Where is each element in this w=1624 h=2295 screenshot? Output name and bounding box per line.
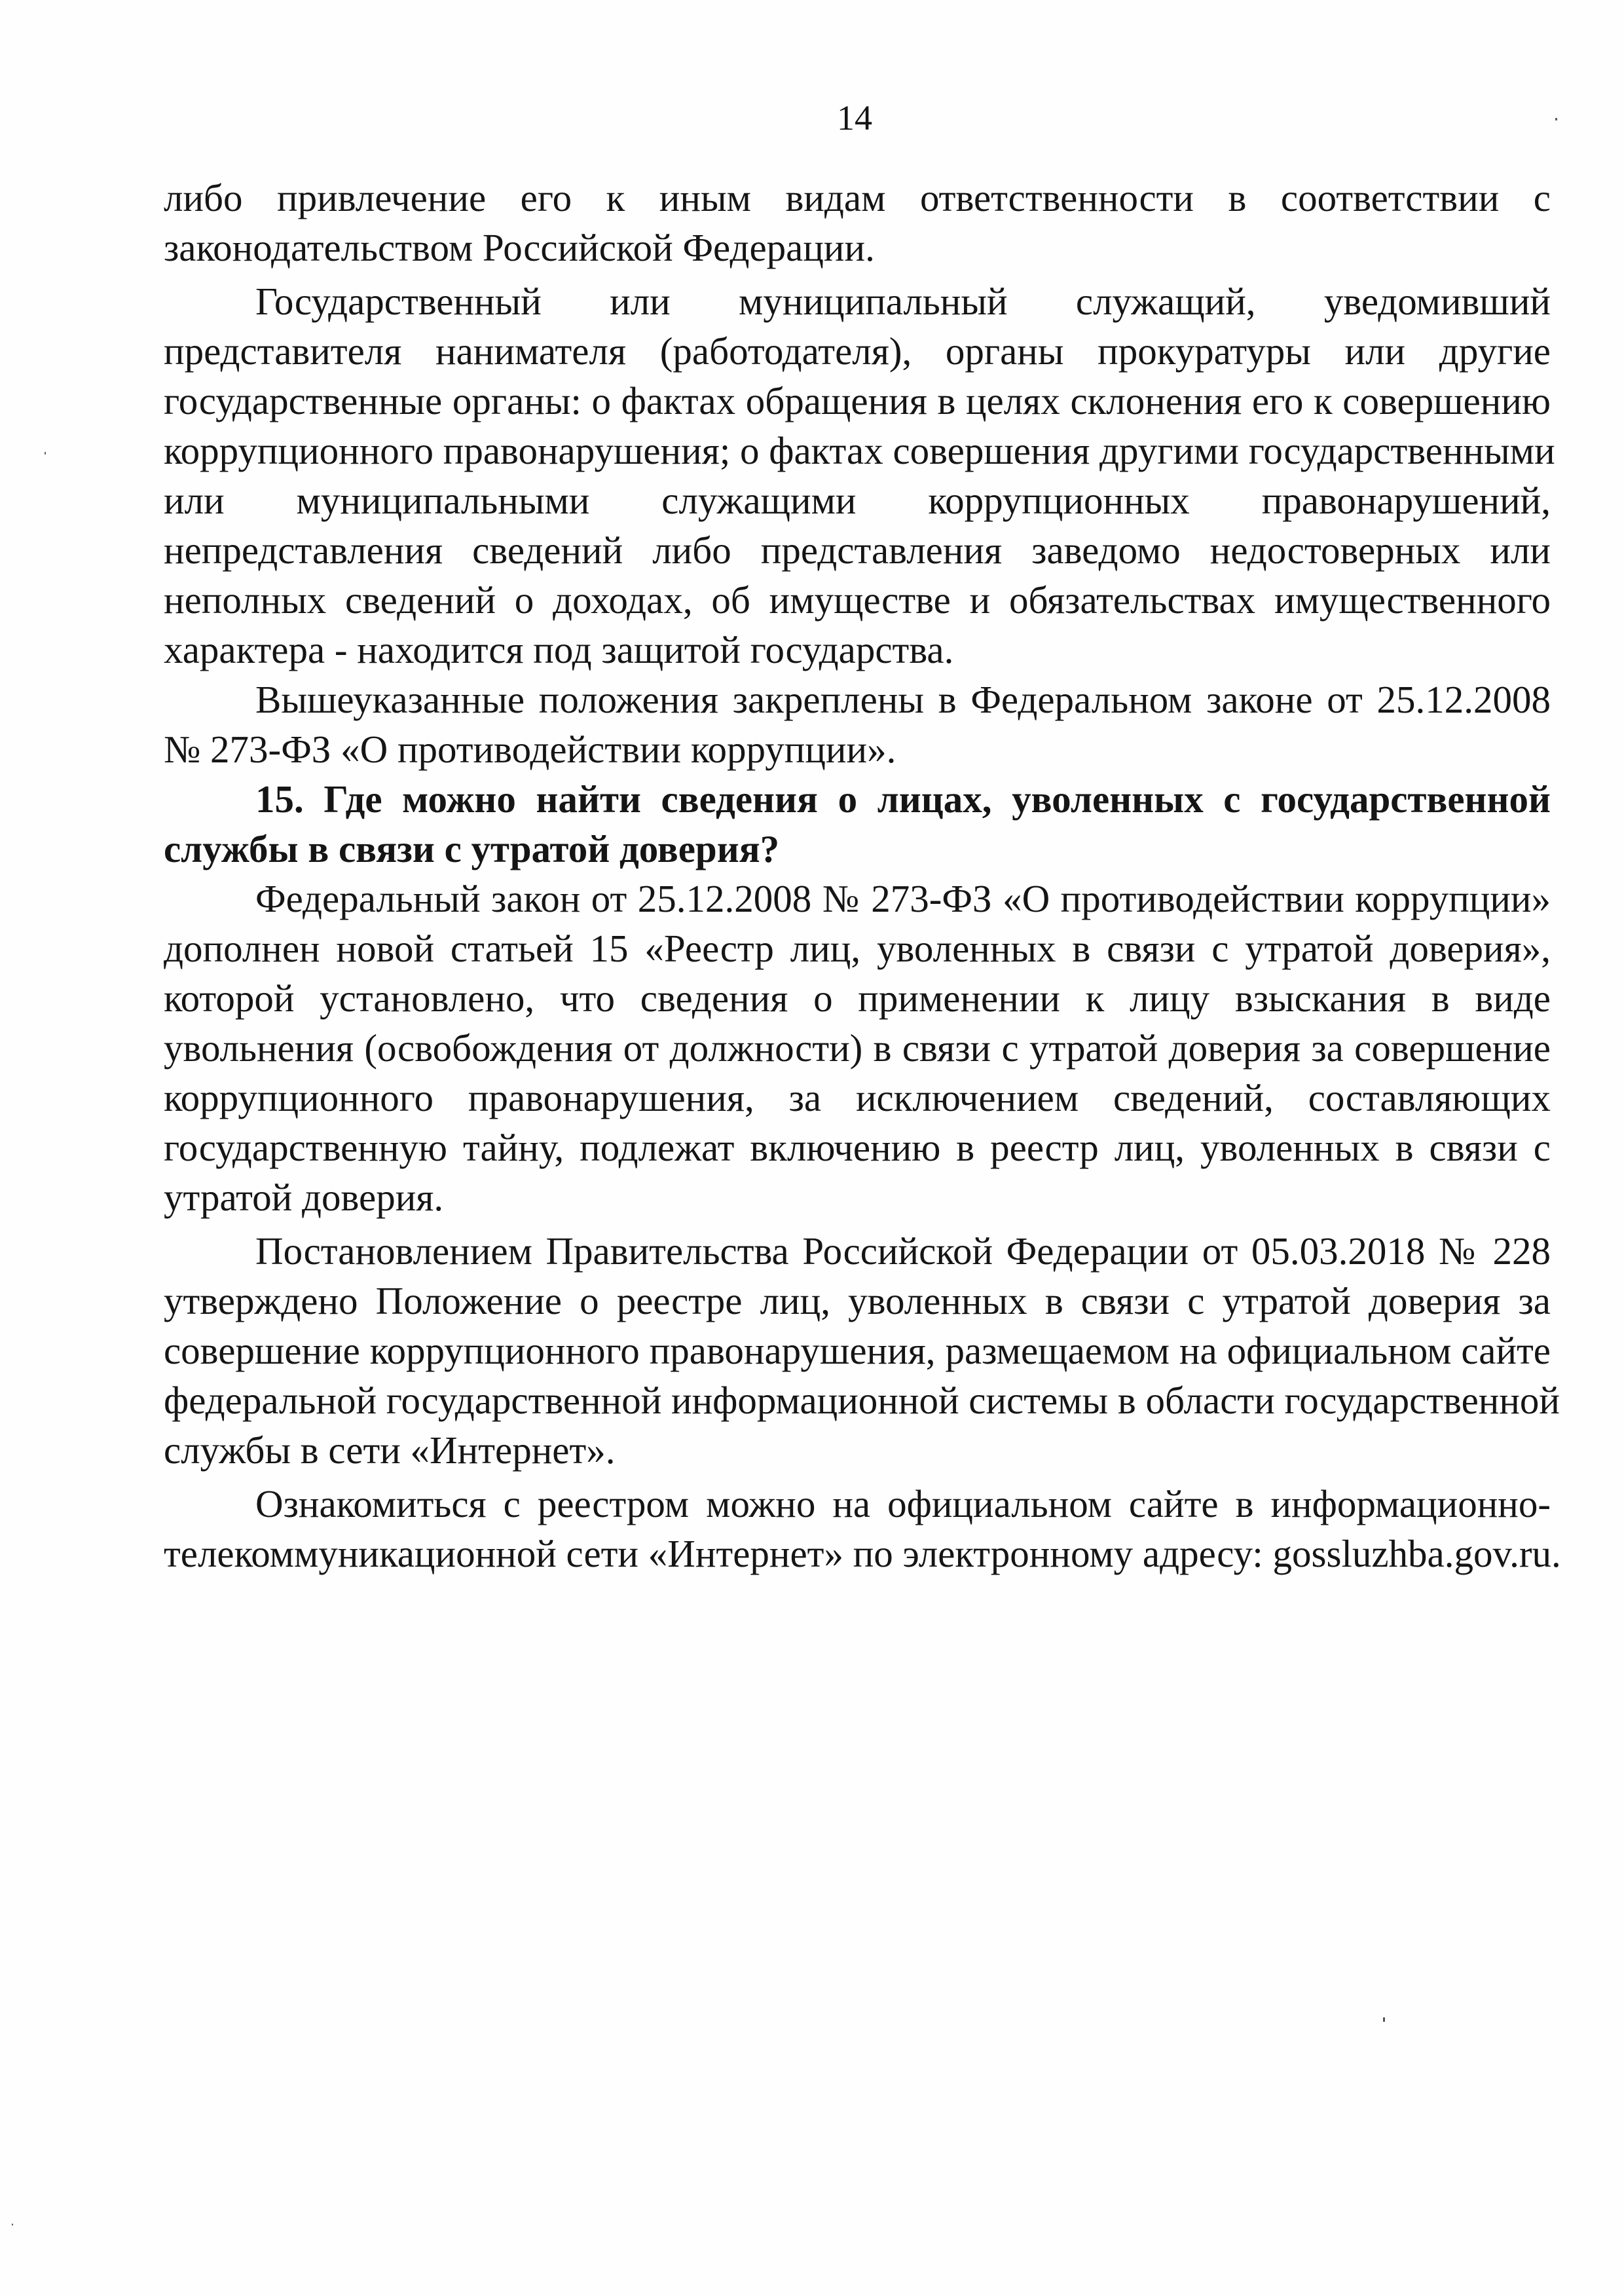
paragraph-state-protection: [164, 276, 1555, 675]
text-line: Вышеуказанные положения закреплены в Федеральном законе от 25.12.2008: [255, 678, 1551, 721]
section-heading-15: [164, 774, 1551, 874]
text-line: Государственный или муниципальный служащий, уведомивший: [255, 280, 1551, 323]
paragraph-law-reference: [164, 675, 1551, 774]
text-line: или муниципальными служащими коррупционных правонарушений,: [164, 479, 1551, 522]
text-line: государственную тайну, подлежат включению в реестр лиц, уволенных в связи с: [164, 1126, 1551, 1169]
text-line: Ознакомиться с реестром можно на официальном сайте в информационно-: [255, 1482, 1551, 1525]
text-line: либо привлечение его к иным видам ответственности в соответствии с: [164, 176, 1551, 219]
text-line: телекоммуникационной сети «Интернет» по электронному адресу: gossluzhba.gov.ru.: [164, 1532, 1561, 1575]
text-line: совершение коррупционного правонарушения, размещаемом на официальном сайте: [164, 1329, 1551, 1372]
text-line: дополнен новой статьей 15 «Реестр лиц, уволенных в связи с утратой доверия»,: [164, 927, 1551, 970]
text-line: представителя нанимателя (работодателя), органы прокуратуры или другие: [164, 329, 1551, 373]
text-line: неполных сведений о доходах, об имуществе и обязательствах имущественного: [164, 578, 1551, 622]
text-line: коррупционного правонарушения; о фактах совершения другими государственными: [164, 429, 1555, 472]
text-line: Федеральный закон от 25.12.2008 № 273-ФЗ «О противодействии коррупции»: [255, 877, 1551, 920]
text-line: федеральной государственной информационной системы в области государственной: [164, 1379, 1560, 1422]
text-line: службы в сети «Интернет».: [164, 1428, 616, 1472]
text-line: утверждено Положение о реестре лиц, уволенных в связи с утратой доверия за: [164, 1279, 1551, 1322]
text-line: законодательством Российской Федерации.: [164, 226, 875, 269]
text-line: государственные органы: о фактах обращения в целях склонения его к совершению: [164, 379, 1551, 422]
text-line: непредставления сведений либо представления заведомо недостоверных или: [164, 529, 1551, 572]
heading-line: 15. Где можно найти сведения о лицах, уволенных с государственной: [255, 777, 1551, 821]
text-line: характера - находится под защитой государства.: [164, 628, 954, 671]
scan-speck: [1383, 2017, 1385, 2022]
text-line: коррупционного правонарушения, за исключением сведений, составляющих: [164, 1076, 1551, 1119]
page-number: 14: [837, 98, 872, 138]
text-line: № 273-ФЗ «О противодействии коррупции».: [164, 728, 896, 771]
text-line: увольнения (освобождения от должности) в связи с утратой доверия за совершение: [164, 1026, 1551, 1070]
scan-speck: [45, 452, 46, 455]
scan-speck: [1555, 118, 1557, 121]
paragraph-registry-website: [164, 1479, 1561, 1578]
text-line: Постановлением Правительства Российской Федерации от 05.03.2018 № 228: [255, 1229, 1551, 1273]
paragraph-liability: [164, 173, 1551, 272]
text-line: утратой доверия.: [164, 1176, 444, 1219]
document-body: [164, 173, 1561, 1578]
heading-line: службы в связи с утратой доверия?: [164, 827, 780, 870]
paragraph-government-decree: [164, 1226, 1560, 1475]
paragraph-article-15: [164, 874, 1551, 1222]
scan-speck: [12, 2224, 13, 2226]
text-line: которой установлено, что сведения о применении к лицу взыскания в виде: [164, 977, 1551, 1020]
